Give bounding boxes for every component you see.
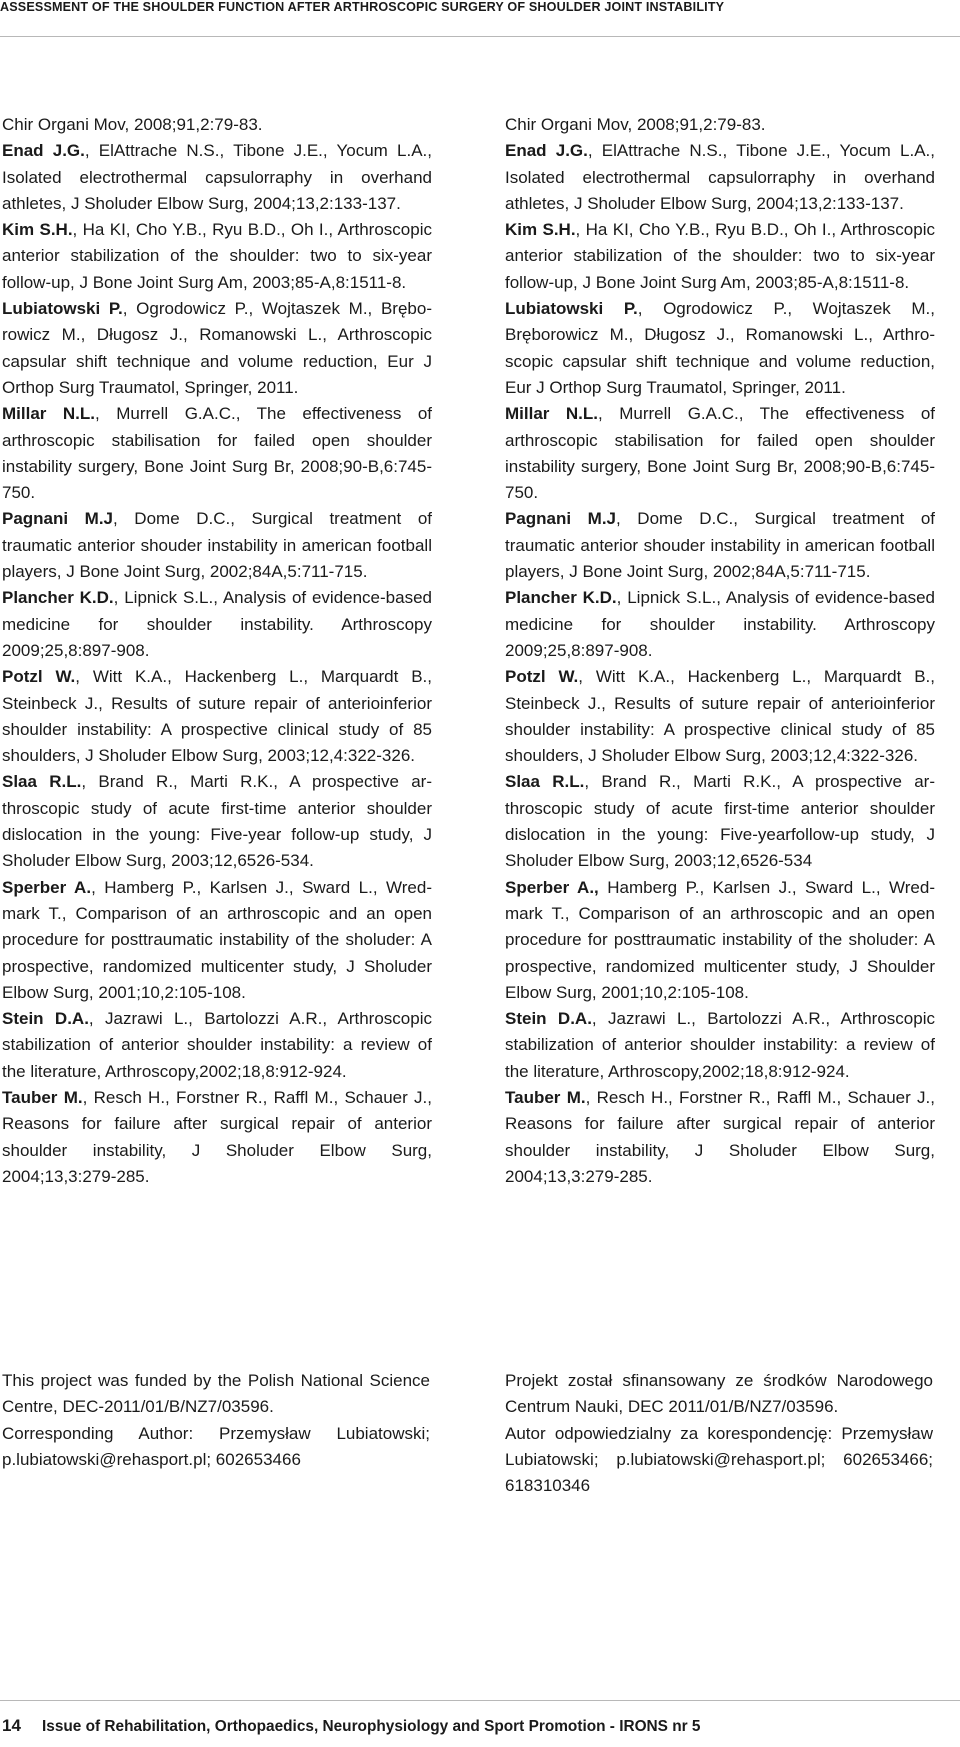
reference-authors-bold: Enad J.G. [505, 141, 588, 161]
funding-statement: This project was funded by the Polish National Science Centre, DEC-2011/01/B/NZ7/03596. [2, 1371, 430, 1417]
reference-authors-bold: Millar N.L. [505, 404, 599, 424]
reference-text: , Resch H., Forstner R., Raffl M., Schauer J., Reasons for failure after surgical repair of anterior shoulder instability, J Sholuder Elbow Surg, 2004;13,3:279-285. [505, 1087, 935, 1186]
reference-text: , Murrell G.A.C., The effectiveness of arthroscopic stabilisation for failed open shoulder instability surgery, Bone Joint Surg Br, 2008;90-B,6:745-750. [2, 404, 433, 503]
reference-authors-bold: Sperber A., [505, 877, 599, 897]
reference-authors-bold: Kim S.H. [505, 220, 576, 240]
reference-text: , Brand R., Marti R.K., A prospective arthroscopic study of acute first-time anterior shoulder dislocation in the young: Five-yearfollow-up study, J Sholuder Elbow Surg, 2003;12,6526-534 [505, 772, 935, 871]
reference-entry [2, 1006, 432, 1085]
reference-entry [2, 585, 432, 664]
reference-entry [2, 296, 432, 401]
funding-note-english [2, 1368, 430, 1473]
reference-entry [505, 1085, 935, 1190]
references-right-column [505, 112, 935, 1190]
reference-entry [505, 217, 935, 296]
reference-entry [2, 506, 432, 585]
corresponding-author: Autor odpowiedzialny za korespondencję: Przemysław Lubiatowski; p.lubiatowski@rehasport.pl; 602653466; 618310346 [505, 1423, 933, 1496]
reference-text: , Jazrawi L., Bartolozzi A.R., Arthroscopic stabilization of anterior shoulder instability: a review of the literature, Arthroscopy,2002;18,8:912-924. [505, 1009, 935, 1081]
reference-text: , Witt K.A., Hackenberg L., Marquardt B., Steinbeck J., Results of suture repair of anterioinferior shoulder instability: A prospective clinical study of 85 shoulders, J Sholuder Elbow Surg, 2003;12,4:322-326. [2, 667, 432, 766]
reference-text: , Ogrodowicz P., Wojtaszek M., Bręborowicz M., Długosz J., Romanowski L., Arthroscopic capsular shift technique and volume reduction, Eur J Orthop Surg Traumatol, Springer, 2011. [2, 299, 432, 397]
reference-entry [505, 875, 935, 1006]
reference-entry [505, 664, 935, 769]
reference-text: , Dome D.C., Surgical treatment of traumatic anterior shouder instability in american football players, J Bone Joint Surg, 2002;84A,5:711-715. [505, 509, 935, 582]
reference-entry [2, 769, 432, 874]
reference-text: , Ha KI, Cho Y.B., Ryu B.D., Oh I., Arthroscopic anterior stabilization of the shoulder: two to six-year follow-up, J Bone Joint Surg Am, 2003;85-A,8:1511-8. [505, 220, 935, 292]
reference-authors-bold: Slaa R.L. [2, 772, 82, 792]
reference-entry [505, 585, 935, 664]
reference-entry [2, 664, 432, 769]
reference-authors-bold: Pagnani M.J [505, 509, 617, 529]
reference-text: Hamberg P., Karlsen J., Sward L., Wredmark T., Comparison of an arthroscopic and an open procedure for posttraumatic instability of the sholuder: A prospective, randomized multicenter study, J Shoulder Elbow Surg, 2001;10,2:105-108. [505, 877, 935, 1002]
reference-authors-bold: Stein D.A. [505, 1009, 592, 1029]
reference-text: , Jazrawi L., Bartolozzi A.R., Arthroscopic stabilization of anterior shoulder instability: a review of the literature, Arthroscopy,2002;18,8:912-924. [2, 1009, 432, 1081]
reference-entry [505, 1006, 935, 1085]
reference-text: , Dome D.C., Surgical treatment of traumatic anterior shouder instability in american football players, J Bone Joint Surg, 2002;84A,5:711-715. [2, 509, 432, 582]
reference-text: , Resch H., Forstner R., Raffl M., Schauer J., Reasons for failure after surgical repair of anterior shoulder instability, J Sholuder Elbow Surg, 2004;13,3:279-285. [2, 1087, 432, 1186]
reference-entry [505, 296, 935, 401]
reference-authors-bold: Tauber M. [2, 1087, 83, 1107]
reference-authors-bold: Enad J.G. [2, 141, 85, 161]
reference-text: Chir Organi Mov, 2008;91,2:79-83. [505, 115, 766, 134]
reference-entry [505, 769, 935, 874]
reference-entry [505, 401, 935, 506]
page-number: 14 [2, 1716, 21, 1735]
reference-entry [505, 112, 935, 138]
reference-authors-bold: Potzl W. [2, 667, 76, 687]
reference-authors-bold: Millar N.L. [2, 404, 96, 424]
reference-entry [2, 217, 432, 296]
reference-text: , Brand R., Marti R.K., A prospective arthroscopic study of acute first-time anterior shoulder dislocation in the young: Five-year follow-up study, J Sholuder Elbow Surg, 2003;12,6526-534. [2, 772, 432, 871]
reference-authors-bold: Kim S.H. [2, 220, 73, 240]
reference-authors-bold: Pagnani M.J [2, 509, 114, 529]
reference-authors-bold: Tauber M. [505, 1087, 586, 1107]
reference-entry [505, 138, 935, 217]
reference-entry [2, 1085, 432, 1190]
reference-text: , Lipnick S.L., Analysis of evidence-based medicine for shoulder instability. Arthroscopy 2009;25,8:897-908. [2, 588, 432, 660]
reference-text: , ElAttrache N.S., Tibone J.E., Yocum L.A., Isolated electrothermal capsulorraphy in overhand athletes, J Sholuder Elbow Surg, 2004;13,2:133-137. [2, 141, 432, 213]
reference-text: , Murrell G.A.C., The effectiveness of arthroscopic stabilisation for failed open shoulder instability surgery, Bone Joint Surg Br, 2008;90-B,6:745-750. [505, 404, 936, 503]
page-footer [2, 1716, 700, 1738]
funding-statement: Projekt został sfinansowany ze środków Narodowego Centrum Nauki, DEC 2011/01/B/NZ7/03596. [505, 1371, 933, 1417]
journal-name: Issue of Rehabilitation, Orthopaedics, Neurophysiology and Sport Promotion - IRONS nr 5 [42, 1718, 701, 1735]
reference-entry [2, 875, 432, 1006]
reference-authors-bold: Lubiatowski P. [2, 299, 123, 319]
reference-text: , ElAttrache N.S., Tibone J.E., Yocum L.A., Isolated electrothermal capsulorraphy in overhand athletes, J Sholuder Elbow Surg, 2004;13,2:133-137. [505, 141, 935, 213]
reference-text: , Ogrodowicz P., Wojtaszek M., Bręborowicz M., Długosz J., Romanowski L., Arthroscopic capsular shift technique and volume reduction, Eur J Orthop Surg Traumatol, Springer, 2011. [505, 299, 935, 397]
header-divider [0, 36, 960, 37]
running-header: ASSESSMENT OF THE SHOULDER FUNCTION AFTER ARTHROSCOPIC SURGERY OF SHOULDER JOINT INSTABILITY [0, 0, 725, 14]
reference-authors-bold: Stein D.A. [2, 1009, 89, 1029]
funding-note-polish [505, 1368, 933, 1499]
reference-text: , Witt K.A., Hackenberg L., Marquardt B., Steinbeck J., Results of suture repair of anterioinferior shoulder instability: A prospective clinical study of 85 shoulders, J Sholuder Elbow Surg, 2003;12,4:322-326. [505, 667, 935, 766]
reference-entry [2, 401, 432, 506]
reference-authors-bold: Plancher K.D. [2, 588, 114, 608]
reference-authors-bold: Potzl W. [505, 667, 579, 687]
reference-authors-bold: Slaa R.L. [505, 772, 585, 792]
reference-entry [2, 138, 432, 217]
footer-divider [0, 1700, 960, 1701]
reference-entry [505, 506, 935, 585]
reference-authors-bold: Sperber A. [2, 877, 92, 897]
reference-authors-bold: Lubiatowski P. [505, 299, 638, 319]
references-left-column [2, 112, 432, 1190]
reference-entry [2, 112, 432, 138]
reference-text: , Ha KI, Cho Y.B., Ryu B.D., Oh I., Arthroscopic anterior stabilization of the shoulder: two to six-year follow-up, J Bone Joint Surg Am, 2003;85-A,8:1511-8. [2, 220, 432, 292]
reference-text: Chir Organi Mov, 2008;91,2:79-83. [2, 115, 263, 134]
reference-authors-bold: Plancher K.D. [505, 588, 617, 608]
reference-text: , Lipnick S.L., Analysis of evidence-based medicine for shoulder instability. Arthroscopy 2009;25,8:897-908. [505, 588, 935, 660]
reference-text: , Hamberg P., Karlsen J., Sward L., Wredmark T., Comparison of an arthroscopic and an open procedure for posttraumatic instability of the sholuder: A prospective, randomized multicenter study, J Sholuder Elbow Surg, 2001;10,2:105-108. [2, 877, 433, 1002]
corresponding-author: Corresponding Author: Przemysław Lubiatowski; p.lubiatowski@rehasport.pl; 602653466 [2, 1423, 430, 1469]
